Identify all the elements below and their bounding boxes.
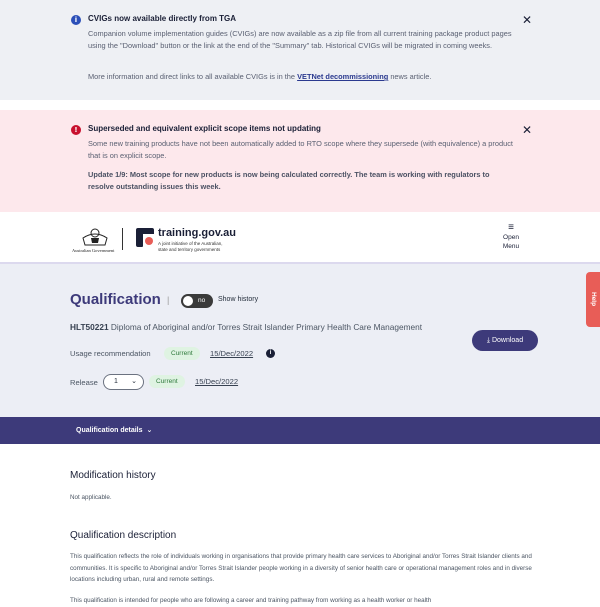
gov-crest-logo [80, 226, 110, 246]
hamburger-icon: ≡ [508, 222, 514, 233]
tab-qualification-details[interactable]: Qualification details ⌄ [76, 426, 153, 434]
qualification-name: Diploma of Aboriginal and/or Torres Strait Islander Primary Health Care Management [110, 322, 423, 332]
usage-date[interactable]: 15/Dec/2022 [210, 349, 254, 358]
description-paragraph-2: This qualification is intended for people who are following a career and training pathway from working as a health worker or health [70, 597, 432, 604]
close-icon[interactable]: ✕ [521, 13, 532, 27]
page-title: Qualification [70, 291, 161, 308]
help-tab[interactable] [586, 272, 600, 327]
alert-icon: ! [71, 125, 81, 135]
release-label: Release [70, 378, 98, 387]
info-banner-title: CVIGs now available directly from TGA [88, 14, 237, 23]
main-content [0, 444, 600, 604]
qualification-panel [0, 264, 600, 417]
alert-banner [0, 110, 600, 212]
info-banner-text: Companion volume implementation guides (CVIGs) are now available as a zip file from all current training package product pages using the "Download" button or the link at the end of the "Summary" tab. Historical CVIGs will be migrated in coming weeks. [88, 29, 512, 50]
release-value: 1 [114, 378, 118, 385]
release-select[interactable] [103, 374, 144, 390]
header-divider [122, 228, 123, 250]
usage-recommendation-label: Usage recommendation [70, 349, 151, 358]
gov-label: Australian Government [72, 248, 115, 253]
description-paragraph-1: This qualification reflects the role of individuals working in organisations that provide primary health care services to Aboriginal and/or Torres Strait Islander clients and communities. It is specific to Aboriginal and/or Torres Strait Islander people working in a diversity of senior health care or operational management roles and in diverse locations including urban, rural and remote settings. [70, 553, 532, 583]
site-name[interactable]: training.gov.au [158, 227, 237, 239]
title-separator: | [167, 295, 170, 305]
toggle-knob [183, 296, 193, 306]
qualification-description-heading: Qualification description [70, 530, 177, 541]
info-banner-more: More information and direct links to all available CVIGs is in the VETNet decommissioning news article. [88, 72, 432, 81]
qualification-code-name [70, 322, 422, 332]
tab-bar [0, 417, 600, 444]
info-icon[interactable]: i [266, 349, 275, 358]
open-menu-button[interactable] [496, 223, 526, 251]
alert-banner-title: Superseded and equivalent explicit scope items not updating [88, 124, 321, 133]
site-header [0, 212, 600, 264]
vetnet-link[interactable]: VETNet decommissioning [297, 72, 389, 81]
open-menu-label: Open Menu [502, 234, 520, 250]
release-date[interactable]: 15/Dec/2022 [195, 377, 239, 386]
download-icon: ⤓ [486, 337, 490, 344]
info-banner [0, 0, 600, 100]
close-icon[interactable]: ✕ [521, 123, 532, 137]
alert-banner-update: Update 1/9: Most scope for new products is now being calculated correctly. The team is working with regulators to resolve outstanding issues this week. [88, 170, 490, 191]
show-history-toggle[interactable] [181, 294, 213, 308]
toggle-state-label: no [198, 297, 206, 304]
help-tab-label: Help [590, 292, 597, 307]
modification-history-text: Not applicable. [70, 494, 112, 501]
info-icon: i [71, 15, 81, 25]
chevron-down-icon: ⌄ [131, 377, 137, 385]
site-tagline: A joint initiative of the Australian, state and territory governments [158, 241, 223, 252]
qualification-code: HLT50221 [70, 322, 109, 332]
chevron-down-icon: ⌄ [146, 426, 153, 434]
download-button[interactable]: ⤓ Download [472, 330, 538, 351]
show-history-label: Show history [218, 296, 259, 303]
usage-status-badge: Current [164, 347, 200, 360]
release-status-badge: Current [149, 375, 185, 388]
alert-banner-text: Some new training products have not been automatically added to RTO scope where they supersede (with equivalence) a product that is on explicit scope. [88, 139, 513, 160]
modification-history-heading: Modification history [70, 470, 156, 481]
tga-logo-mark[interactable] [134, 226, 156, 248]
